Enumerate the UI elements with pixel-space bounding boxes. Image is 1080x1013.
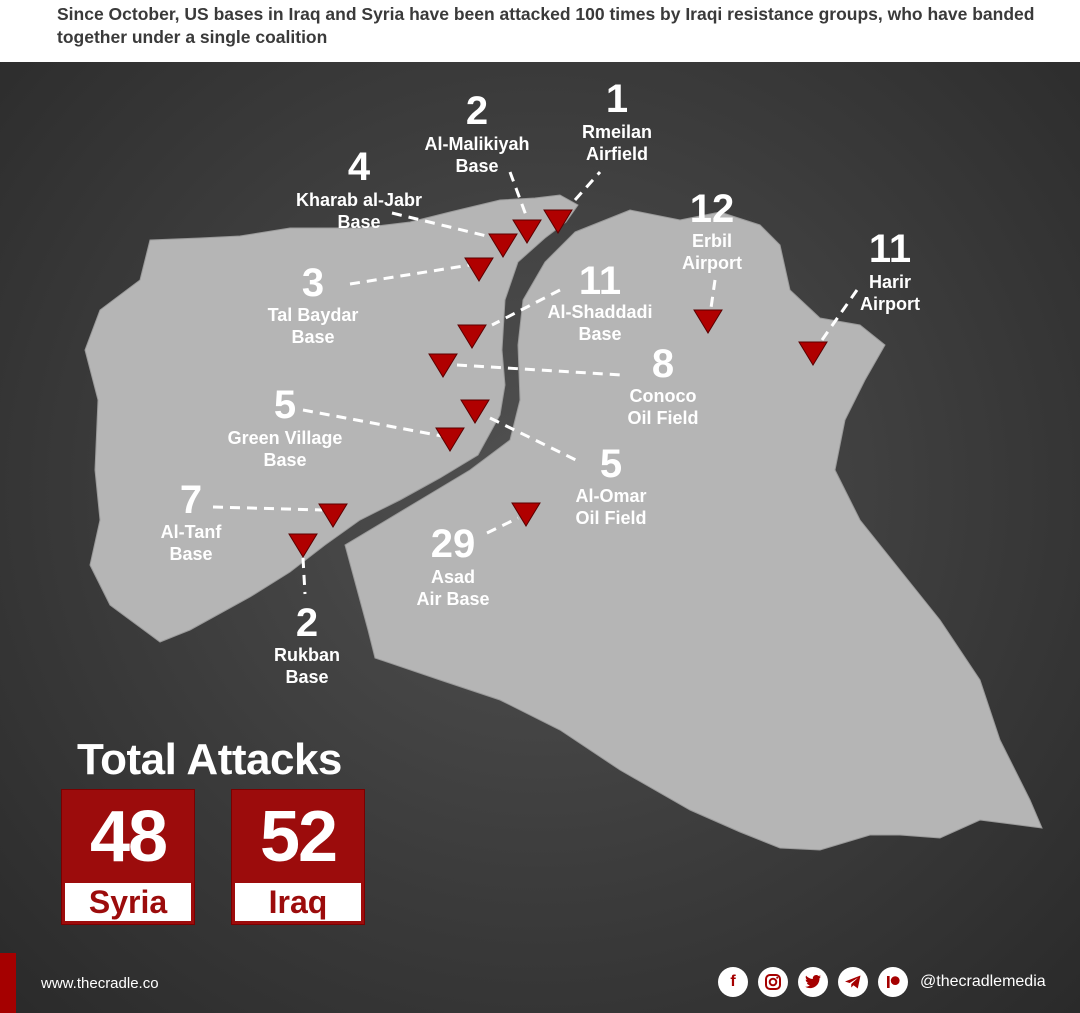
- count-kharab: 4: [347, 145, 371, 189]
- count-rukban: 2: [295, 601, 319, 645]
- name-rmeilan-2: Airfield: [585, 144, 649, 164]
- count-green-village: 5: [273, 383, 297, 427]
- name-tal-baydar-2: Base: [291, 327, 335, 347]
- count-erbil: 12: [689, 187, 735, 231]
- name-green-village-2: Base: [263, 450, 307, 470]
- count-conoco: 8: [651, 342, 675, 386]
- count-shaddadi: 11: [578, 259, 622, 303]
- syria-total-box: [61, 789, 195, 925]
- count-tanf: 7: [179, 478, 203, 522]
- facebook-icon[interactable]: f: [718, 967, 748, 997]
- syria-total-label: Syria: [65, 883, 191, 921]
- syria-total-value: 48: [89, 797, 167, 877]
- twitter-icon[interactable]: [798, 967, 828, 997]
- name-omar-2: Oil Field: [575, 508, 647, 528]
- name-rmeilan-1: Rmeilan: [581, 122, 653, 142]
- count-malikiyah: 2: [465, 89, 489, 133]
- name-kharab-2: Base: [337, 212, 381, 232]
- name-rukban-1: Rukban: [273, 645, 341, 665]
- name-asad-2: Air Base: [416, 589, 490, 609]
- name-shaddadi-2: Base: [578, 324, 622, 344]
- count-rmeilan: 1: [605, 77, 629, 121]
- name-shaddadi-1: Al-Shaddadi: [547, 302, 653, 322]
- name-asad-1: Asad: [430, 567, 476, 587]
- name-green-village-1: Green Village: [227, 428, 343, 448]
- name-harir-2: Airport: [860, 294, 920, 314]
- patreon-icon[interactable]: [878, 967, 908, 997]
- name-omar-1: Al-Omar: [575, 486, 647, 506]
- name-tanf-1: Al-Tanf: [160, 522, 222, 542]
- name-harir-1: Harir: [868, 272, 912, 292]
- social-icons: [718, 967, 908, 997]
- header: [0, 0, 1080, 62]
- telegram-icon[interactable]: [838, 967, 868, 997]
- name-conoco-2: Oil Field: [627, 408, 699, 428]
- count-harir: 11: [868, 227, 912, 271]
- website-link[interactable]: www.thecradle.co: [41, 975, 159, 992]
- name-erbil-1: Erbil: [691, 231, 733, 251]
- name-conoco-1: Conoco: [629, 386, 697, 406]
- name-malikiyah-1: Al-Malikiyah: [424, 134, 530, 154]
- social-handle: @thecradlemedia: [920, 973, 1046, 990]
- name-erbil-2: Airport: [682, 253, 742, 273]
- footer-accent-bar: [0, 953, 16, 1013]
- name-kharab-1: Kharab al-Jabr: [295, 190, 423, 210]
- instagram-icon[interactable]: [758, 967, 788, 997]
- name-tanf-2: Base: [169, 544, 213, 564]
- count-tal-baydar: 3: [301, 261, 325, 305]
- iraq-total-label: Iraq: [235, 883, 361, 921]
- name-malikiyah-2: Base: [455, 156, 499, 176]
- name-tal-baydar-1: Tal Baydar: [267, 305, 359, 325]
- totals-title: Total Attacks: [77, 735, 342, 784]
- count-omar: 5: [599, 442, 623, 486]
- headline: Since October, US bases in Iraq and Syria have been attacked 100 times by Iraqi resistance groups, who have banded together under a single coalition: [57, 4, 1035, 47]
- iraq-total-box: [231, 789, 365, 925]
- count-asad: 29: [430, 522, 476, 566]
- name-rukban-2: Base: [285, 667, 329, 687]
- iraq-total-value: 52: [259, 797, 337, 877]
